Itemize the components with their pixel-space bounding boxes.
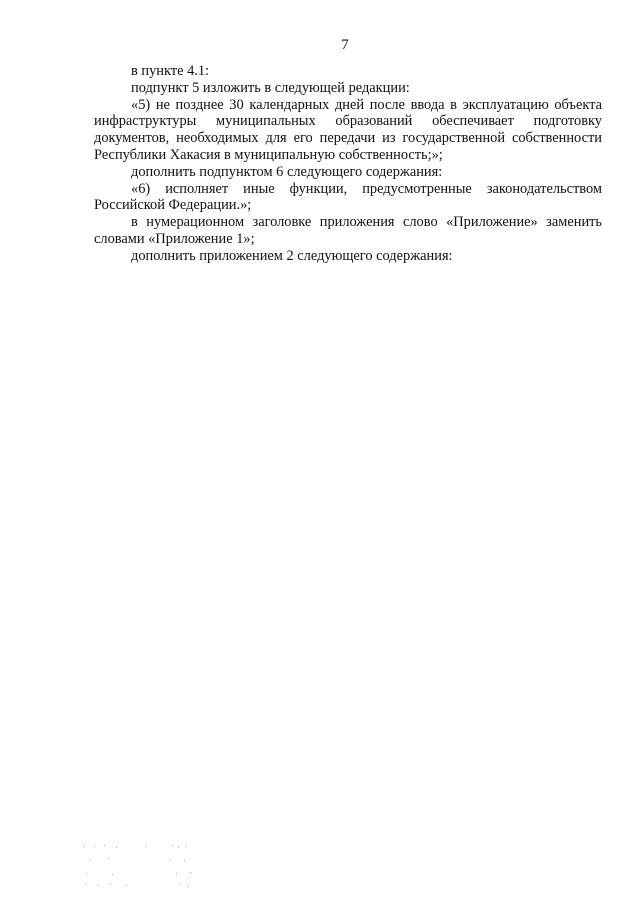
paragraph-7: дополнить приложением 2 следующего содержания: [131,247,453,264]
paragraph-6: в нумерационном заголовке приложения слово «Приложение» заменить словами «Приложение 1»; [94,214,602,247]
paragraph-3: «5) не позднее 30 календарных дней после ввода в эксплуатацию объекта инфраструктуры муниципальных образований обеспечивает подготовку документов, необходимых для его передачи из государственной собственности Республики Хакасия в муниципальную собственность;»; [94,96,602,163]
page-number: 7 [341,37,349,53]
document-body [94,63,602,265]
paragraph-2: подпункт 5 изложить в следующей редакции: [131,79,410,96]
paragraph-4: дополнить подпунктом 6 следующего содержания: [131,163,443,180]
paragraph-1: в пункте 4.1: [131,63,210,79]
paragraph-5: «6) исполняет иные функции, предусмотренные законодательством Российской Федерации.»; [94,180,602,214]
scan-artifact-dots [82,843,202,893]
